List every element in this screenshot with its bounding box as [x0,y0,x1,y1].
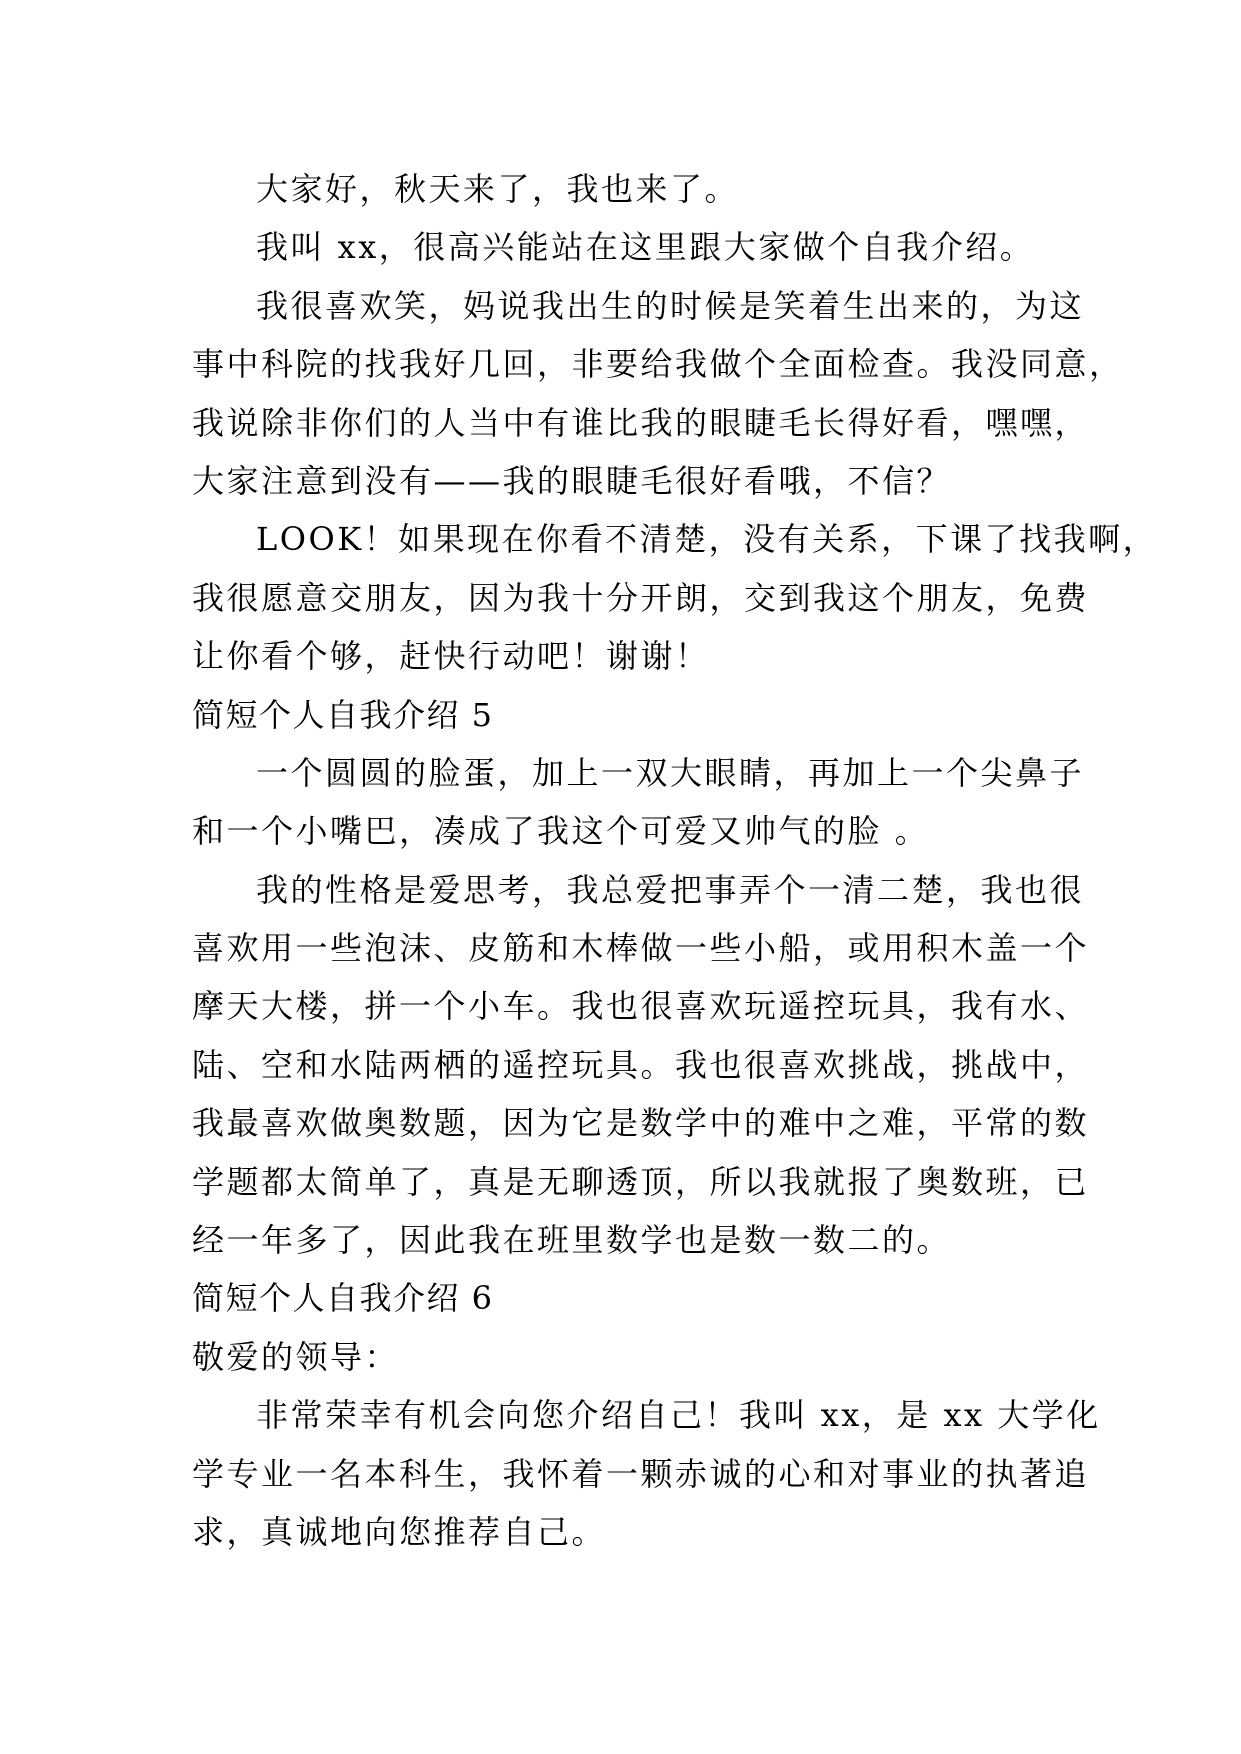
paragraph-line: 喜欢用一些泡沫、皮筋和木棒做一些小船，或用积木盖一个 [192,929,1090,968]
paragraph-line: 一个圆圆的脸蛋，加上一双大眼睛，再加上一个尖鼻子 [256,753,1085,792]
paragraph-line: 我很喜欢笑，妈说我出生的时候是笑着生出来的，为这 [256,286,1085,325]
paragraph-line: 陆、空和水陆两栖的遥控玩具。我也很喜欢挑战，挑战中， [192,1045,1090,1084]
paragraph-line: 我叫 xx，很高兴能站在这里跟大家做个自我介绍。 [256,228,1035,267]
paragraph-line: 和一个小嘴巴，凑成了我这个可爱又帅气的脸 。 [192,812,930,851]
paragraph-line: LOOK！如果现在你看不清楚，没有关系，下课了找我啊， [256,520,1158,559]
paragraph-line: 大家注意到没有——我的眼睫毛很好看哦，不信？ [192,461,952,500]
paragraph-line: 学专业一名本科生，我怀着一颗赤诚的心和对事业的执著追 [192,1454,1090,1493]
paragraph-line: 我很愿意交朋友，因为我十分开朗，交到我这个朋友，免费 [192,578,1090,617]
paragraph-line: 大家好，秋天来了，我也来了。 [256,170,740,208]
paragraph-line: 经一年多了，因此我在班里数学也是数一数二的。 [192,1221,952,1260]
paragraph-line: 让你看个够，赶快行动吧！谢谢！ [192,637,710,676]
section-heading: 简短个人自我介绍 5 [192,695,494,734]
paragraph-line: 摩天大楼，拼一个小车。我也很喜欢玩遥控玩具，我有水、 [192,987,1090,1026]
paragraph-line: 求，真诚地向您推荐自己。 [192,1512,607,1551]
paragraph-line: 非常荣幸有机会向您介绍自己！我叫 xx，是 xx 大学化 [256,1396,1101,1435]
paragraph-line: 事中科院的找我好几回，非要给我做个全面检查。我没同意， [192,345,1124,384]
paragraph-line: 我最喜欢做奥数题，因为它是数学中的难中之难，平常的数 [192,1104,1090,1143]
paragraph-line: 我说除非你们的人当中有谁比我的眼睫毛长得好看，嘿嘿， [192,403,1090,442]
document-body [192,160,1158,1561]
salutation-line: 敬爱的领导： [192,1337,400,1376]
section-heading: 简短个人自我介绍 6 [192,1279,494,1318]
paragraph-line: 我的性格是爱思考，我总爱把事弄个一清二楚，我也很 [256,870,1085,909]
paragraph-line: 学题都太简单了，真是无聊透顶，所以我就报了奥数班，已 [192,1162,1090,1201]
